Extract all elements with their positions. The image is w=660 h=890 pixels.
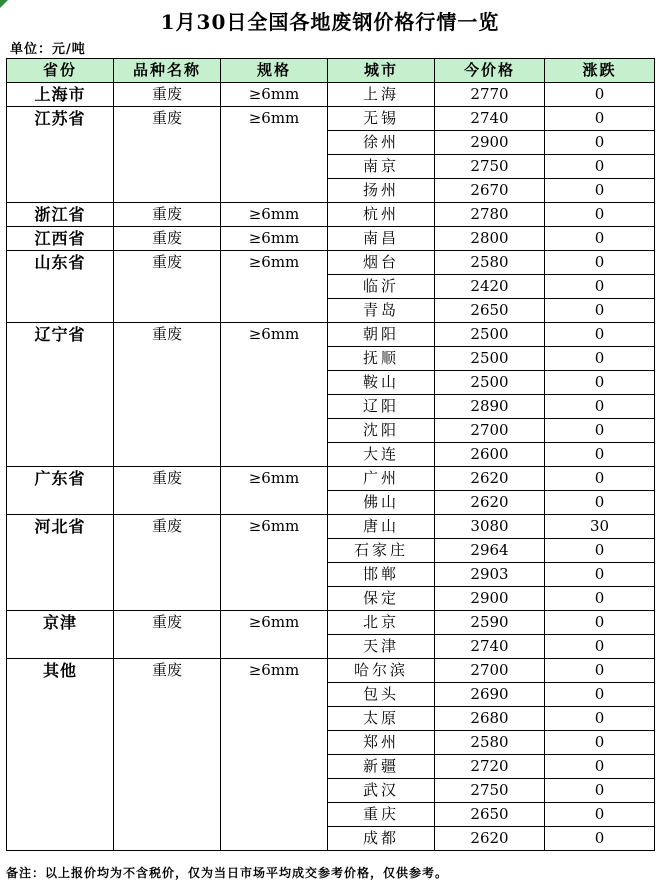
change-cell: 0 <box>545 419 655 443</box>
variety-cell: 重废 <box>114 227 221 251</box>
city-cell: 广州 <box>328 467 435 491</box>
city-cell: 成都 <box>328 827 435 851</box>
price-cell: 2590 <box>435 611 545 635</box>
price-cell: 2720 <box>435 755 545 779</box>
city-cell: 石家庄 <box>328 539 435 563</box>
change-cell: 0 <box>545 131 655 155</box>
change-cell: 0 <box>545 491 655 515</box>
header-price: 今价格 <box>435 59 545 83</box>
change-cell: 0 <box>545 299 655 323</box>
change-cell: 0 <box>545 323 655 347</box>
change-cell: 0 <box>545 563 655 587</box>
change-cell: 0 <box>545 467 655 491</box>
unit-label: 单位：元/吨 <box>10 42 86 57</box>
city-cell: 北京 <box>328 611 435 635</box>
city-cell: 烟台 <box>328 251 435 275</box>
change-cell: 30 <box>545 515 655 539</box>
city-cell: 重庆 <box>328 803 435 827</box>
change-cell: 0 <box>545 203 655 227</box>
header-spec: 规格 <box>221 59 328 83</box>
price-cell: 2800 <box>435 227 545 251</box>
table-row <box>7 323 655 347</box>
city-cell: 郑州 <box>328 731 435 755</box>
change-cell: 0 <box>545 803 655 827</box>
price-cell: 2420 <box>435 275 545 299</box>
price-cell: 2600 <box>435 443 545 467</box>
price-cell: 3080 <box>435 515 545 539</box>
spec-cell: ≥6mm <box>221 323 328 467</box>
variety-cell: 重废 <box>114 611 221 659</box>
city-cell: 保定 <box>328 587 435 611</box>
province-cell: 山东省 <box>7 251 114 323</box>
province-cell: 京津 <box>7 611 114 659</box>
city-cell: 邯郸 <box>328 563 435 587</box>
table-row <box>7 227 655 251</box>
header-row <box>7 59 655 83</box>
province-cell: 上海市 <box>7 83 114 107</box>
price-cell: 2740 <box>435 107 545 131</box>
province-cell: 其他 <box>7 659 114 851</box>
city-cell: 青岛 <box>328 299 435 323</box>
price-cell: 2780 <box>435 203 545 227</box>
variety-cell: 重废 <box>114 467 221 515</box>
page-title: 1月30日全国各地废钢价格行情一览 <box>160 10 500 34</box>
spec-cell: ≥6mm <box>221 659 328 851</box>
change-cell: 0 <box>545 731 655 755</box>
price-cell: 2770 <box>435 83 545 107</box>
province-cell: 江西省 <box>7 227 114 251</box>
change-cell: 0 <box>545 371 655 395</box>
price-cell: 2650 <box>435 299 545 323</box>
city-cell: 扬州 <box>328 179 435 203</box>
spec-cell: ≥6mm <box>221 227 328 251</box>
price-table <box>6 58 655 851</box>
table-row <box>7 515 655 539</box>
city-cell: 南昌 <box>328 227 435 251</box>
city-cell: 大连 <box>328 443 435 467</box>
variety-cell: 重废 <box>114 83 221 107</box>
price-cell: 2900 <box>435 131 545 155</box>
header-city: 城市 <box>328 59 435 83</box>
change-cell: 0 <box>545 683 655 707</box>
price-cell: 2903 <box>435 563 545 587</box>
table-row <box>7 107 655 131</box>
city-cell: 辽阳 <box>328 395 435 419</box>
table-row <box>7 659 655 683</box>
spec-cell: ≥6mm <box>221 251 328 323</box>
change-cell: 0 <box>545 107 655 131</box>
price-cell: 2900 <box>435 587 545 611</box>
table-row <box>7 251 655 275</box>
spec-cell: ≥6mm <box>221 107 328 203</box>
table-row <box>7 611 655 635</box>
variety-cell: 重废 <box>114 515 221 611</box>
change-cell: 0 <box>545 779 655 803</box>
city-cell: 抚顺 <box>328 347 435 371</box>
city-cell: 临沂 <box>328 275 435 299</box>
change-cell: 0 <box>545 635 655 659</box>
change-cell: 0 <box>545 659 655 683</box>
table-row <box>7 467 655 491</box>
price-cell: 2700 <box>435 419 545 443</box>
spec-cell: ≥6mm <box>221 515 328 611</box>
change-cell: 0 <box>545 755 655 779</box>
city-cell: 太原 <box>328 707 435 731</box>
footnote: 备注：以上报价均为不含税价，仅为当日市场平均成交参考价格，仅供参考。 <box>6 866 449 880</box>
city-cell: 佛山 <box>328 491 435 515</box>
spec-cell: ≥6mm <box>221 467 328 515</box>
spec-cell: ≥6mm <box>221 611 328 659</box>
price-cell: 2890 <box>435 395 545 419</box>
city-cell: 朝阳 <box>328 323 435 347</box>
change-cell: 0 <box>545 395 655 419</box>
province-cell: 江苏省 <box>7 107 114 203</box>
table-row <box>7 203 655 227</box>
price-cell: 2650 <box>435 803 545 827</box>
price-cell: 2680 <box>435 707 545 731</box>
change-cell: 0 <box>545 179 655 203</box>
variety-cell: 重废 <box>114 251 221 323</box>
city-cell: 新疆 <box>328 755 435 779</box>
table-body <box>7 83 655 851</box>
city-cell: 包头 <box>328 683 435 707</box>
price-cell: 2690 <box>435 683 545 707</box>
change-cell: 0 <box>545 347 655 371</box>
header-province: 省份 <box>7 59 114 83</box>
city-cell: 沈阳 <box>328 419 435 443</box>
city-cell: 上海 <box>328 83 435 107</box>
city-cell: 南京 <box>328 155 435 179</box>
price-cell: 2670 <box>435 179 545 203</box>
price-cell: 2500 <box>435 371 545 395</box>
change-cell: 0 <box>545 707 655 731</box>
province-cell: 浙江省 <box>7 203 114 227</box>
header-change: 涨跌 <box>545 59 655 83</box>
change-cell: 0 <box>545 539 655 563</box>
price-cell: 2750 <box>435 779 545 803</box>
variety-cell: 重废 <box>114 323 221 467</box>
header-variety: 品种名称 <box>114 59 221 83</box>
city-cell: 武汉 <box>328 779 435 803</box>
variety-cell: 重废 <box>114 659 221 851</box>
province-cell: 辽宁省 <box>7 323 114 467</box>
city-cell: 徐州 <box>328 131 435 155</box>
change-cell: 0 <box>545 827 655 851</box>
city-cell: 杭州 <box>328 203 435 227</box>
price-cell: 2700 <box>435 659 545 683</box>
change-cell: 0 <box>545 275 655 299</box>
spec-cell: ≥6mm <box>221 83 328 107</box>
province-cell: 广东省 <box>7 467 114 515</box>
change-cell: 0 <box>545 251 655 275</box>
change-cell: 0 <box>545 611 655 635</box>
price-cell: 2580 <box>435 251 545 275</box>
table-row <box>7 83 655 107</box>
variety-cell: 重废 <box>114 107 221 203</box>
change-cell: 0 <box>545 155 655 179</box>
city-cell: 唐山 <box>328 515 435 539</box>
price-cell: 2500 <box>435 347 545 371</box>
price-cell: 2620 <box>435 827 545 851</box>
price-cell: 2620 <box>435 467 545 491</box>
price-cell: 2964 <box>435 539 545 563</box>
price-cell: 2500 <box>435 323 545 347</box>
price-cell: 2620 <box>435 491 545 515</box>
change-cell: 0 <box>545 587 655 611</box>
change-cell: 0 <box>545 227 655 251</box>
city-cell: 鞍山 <box>328 371 435 395</box>
price-cell: 2740 <box>435 635 545 659</box>
price-cell: 2580 <box>435 731 545 755</box>
province-cell: 河北省 <box>7 515 114 611</box>
change-cell: 0 <box>545 443 655 467</box>
city-cell: 哈尔滨 <box>328 659 435 683</box>
variety-cell: 重废 <box>114 203 221 227</box>
city-cell: 天津 <box>328 635 435 659</box>
city-cell: 无锡 <box>328 107 435 131</box>
change-cell: 0 <box>545 83 655 107</box>
price-cell: 2750 <box>435 155 545 179</box>
spec-cell: ≥6mm <box>221 203 328 227</box>
